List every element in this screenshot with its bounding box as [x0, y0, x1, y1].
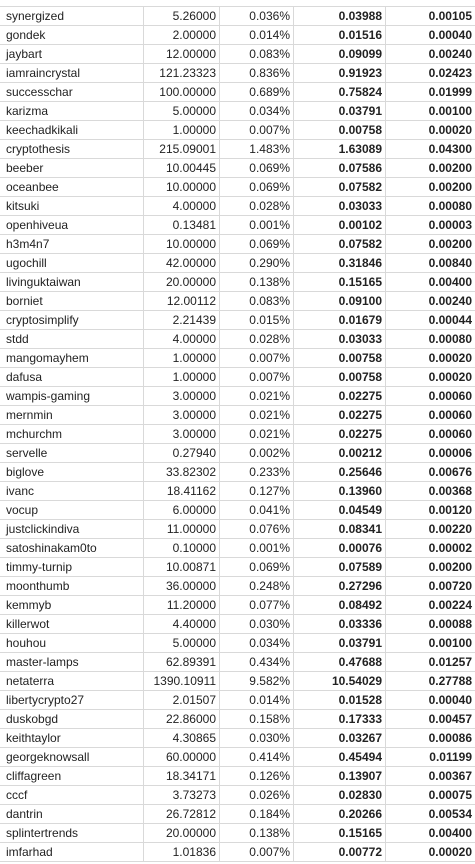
payout-b-cell[interactable]: 0.00367	[428, 769, 472, 783]
table-row	[0, 102, 475, 121]
share-percent-cell[interactable]: 0.007%	[220, 121, 294, 139]
account-name-cell[interactable]: openhiveua	[0, 216, 144, 234]
share-percent-cell[interactable]: 0.836%	[220, 64, 294, 82]
share-percent-cell[interactable]: 0.021%	[220, 425, 294, 443]
table-row	[0, 26, 475, 45]
share-percent-cell[interactable]: 0.069%	[220, 159, 294, 177]
amount-cell[interactable]: 3.73273	[144, 786, 220, 804]
payout-a-cell[interactable]: 0.03791	[294, 634, 386, 652]
payout-a-cell[interactable]: 0.07589	[294, 558, 386, 576]
payout-a-cell[interactable]: 0.01528	[294, 691, 386, 709]
share-percent-cell[interactable]: 0.434%	[220, 653, 294, 671]
payout-a-cell[interactable]: 0.00758	[294, 349, 386, 367]
amount-cell[interactable]: 5.00000	[144, 634, 220, 652]
share-percent-cell[interactable]: 0.014%	[220, 26, 294, 44]
share-percent-cell[interactable]: 0.069%	[220, 558, 294, 576]
payout-a-cell[interactable]: 0.45494	[294, 748, 386, 766]
table-row	[0, 273, 475, 292]
amount-cell[interactable]: 1.00000	[144, 349, 220, 367]
payout-a-cell[interactable]: 0.09099	[294, 45, 386, 63]
payout-b-cell[interactable]: 0.00534	[428, 807, 472, 821]
share-percent-cell[interactable]: 0.030%	[220, 729, 294, 747]
share-percent-cell[interactable]: 0.069%	[220, 235, 294, 253]
payout-a-cell[interactable]: 0.31846	[294, 254, 386, 272]
amount-cell[interactable]: 5.26000	[144, 7, 220, 25]
payout-a-cell[interactable]: 0.03033	[294, 330, 386, 348]
payout-a-cell[interactable]: 0.02275	[294, 425, 386, 443]
account-name-cell[interactable]: ugochill	[0, 254, 144, 272]
payout-b-cell[interactable]: 0.00060	[428, 427, 472, 441]
table-row	[0, 197, 475, 216]
share-percent-cell[interactable]: 0.001%	[220, 539, 294, 557]
share-percent-cell[interactable]: 1.483%	[220, 140, 294, 158]
account-name-cell[interactable]: vocup	[0, 501, 144, 519]
payout-b-cell[interactable]: 0.00200	[428, 237, 472, 251]
amount-cell[interactable]: 0.27940	[144, 444, 220, 462]
amount-cell[interactable]: 1390.10911	[144, 672, 220, 690]
payout-a-cell[interactable]: 0.13960	[294, 482, 386, 500]
payout-a-cell[interactable]: 0.03033	[294, 197, 386, 215]
payout-a-cell[interactable]: 0.25646	[294, 463, 386, 481]
payout-a-cell[interactable]: 0.09100	[294, 292, 386, 310]
account-name-cell[interactable]: imfarhad	[0, 843, 144, 861]
payout-a-cell[interactable]: 0.01516	[294, 26, 386, 44]
table-row	[0, 463, 475, 482]
share-percent-cell[interactable]: 0.015%	[220, 311, 294, 329]
account-name-cell[interactable]: biglove	[0, 463, 144, 481]
payout-b-cell[interactable]: 0.01999	[428, 85, 472, 99]
payout-b-cell[interactable]: 0.00220	[428, 522, 472, 536]
share-percent-cell[interactable]: 0.028%	[220, 330, 294, 348]
payout-b-cell[interactable]: 0.00457	[428, 712, 472, 726]
payout-b-cell[interactable]: 0.00120	[428, 503, 472, 517]
account-name-cell[interactable]: ivanc	[0, 482, 144, 500]
table-row	[0, 216, 475, 235]
table-row	[0, 786, 475, 805]
payout-b-cell[interactable]: 0.00080	[428, 332, 472, 346]
share-percent-cell[interactable]: 0.014%	[220, 691, 294, 709]
share-percent-cell[interactable]: 0.036%	[220, 7, 294, 25]
account-name-cell[interactable]: kemmyb	[0, 596, 144, 614]
payout-b-cell[interactable]: 0.00400	[428, 826, 472, 840]
amount-cell[interactable]: 12.00112	[144, 292, 220, 310]
payout-a-cell[interactable]: 0.20266	[294, 805, 386, 823]
payout-b-cell[interactable]: 0.00840	[428, 256, 472, 270]
payout-a-cell[interactable]: 0.00102	[294, 216, 386, 234]
payout-a-cell[interactable]: 0.00212	[294, 444, 386, 462]
table-row	[0, 501, 475, 520]
share-percent-cell[interactable]: 9.582%	[220, 672, 294, 690]
account-name-cell[interactable]: borniet	[0, 292, 144, 310]
amount-cell[interactable]: 36.00000	[144, 577, 220, 595]
payout-b-cell[interactable]: 0.00060	[428, 408, 472, 422]
table-row	[0, 7, 475, 26]
payout-b-cell[interactable]: 0.00100	[428, 636, 472, 650]
table-row	[0, 596, 475, 615]
account-name-cell[interactable]: cccf	[0, 786, 144, 804]
share-percent-cell[interactable]: 0.069%	[220, 178, 294, 196]
amount-cell[interactable]: 2.01507	[144, 691, 220, 709]
amount-cell[interactable]: 3.00000	[144, 387, 220, 405]
account-name-cell[interactable]: cryptosimplify	[0, 311, 144, 329]
account-name-cell[interactable]: mernmin	[0, 406, 144, 424]
account-name-cell[interactable]: keithtaylor	[0, 729, 144, 747]
amount-cell[interactable]: 0.10000	[144, 539, 220, 557]
share-percent-cell[interactable]: 0.184%	[220, 805, 294, 823]
account-name-cell[interactable]: netaterra	[0, 672, 144, 690]
table-row	[0, 805, 475, 824]
account-name-cell[interactable]: dafusa	[0, 368, 144, 386]
share-percent-cell[interactable]: 0.030%	[220, 615, 294, 633]
amount-cell[interactable]: 10.00871	[144, 558, 220, 576]
payout-b-cell[interactable]: 0.00200	[428, 560, 472, 574]
account-name-cell[interactable]: cryptothesis	[0, 140, 144, 158]
share-percent-cell[interactable]: 0.290%	[220, 254, 294, 272]
amount-cell[interactable]: 20.00000	[144, 824, 220, 842]
share-percent-cell[interactable]: 0.689%	[220, 83, 294, 101]
payout-b-cell[interactable]: 0.00368	[428, 484, 472, 498]
share-percent-cell[interactable]: 0.034%	[220, 634, 294, 652]
payout-a-cell[interactable]: 0.02275	[294, 387, 386, 405]
table-row	[0, 824, 475, 843]
payout-b-cell[interactable]: 0.00040	[428, 28, 472, 42]
payout-a-cell[interactable]: 1.63089	[294, 140, 386, 158]
payout-b-cell[interactable]: 0.00060	[428, 389, 472, 403]
payout-a-cell[interactable]: 0.02830	[294, 786, 386, 804]
amount-cell[interactable]: 121.23323	[144, 64, 220, 82]
share-percent-cell[interactable]: 0.001%	[220, 216, 294, 234]
account-name-cell[interactable]: mchurchm	[0, 425, 144, 443]
share-percent-cell[interactable]: 0.083%	[220, 292, 294, 310]
account-name-cell[interactable]: cliffagreen	[0, 767, 144, 785]
share-percent-cell[interactable]: 0.076%	[220, 520, 294, 538]
amount-cell[interactable]: 215.09001	[144, 140, 220, 158]
account-name-cell[interactable]: justclickindiva	[0, 520, 144, 538]
payout-a-cell[interactable]: 0.01679	[294, 311, 386, 329]
amount-cell[interactable]: 10.00000	[144, 235, 220, 253]
amount-cell[interactable]: 33.82302	[144, 463, 220, 481]
payout-b-cell[interactable]: 0.00720	[428, 579, 472, 593]
table-row	[0, 767, 475, 786]
amount-cell[interactable]: 18.41162	[144, 482, 220, 500]
amount-cell[interactable]: 4.40000	[144, 615, 220, 633]
amount-cell[interactable]: 6.00000	[144, 501, 220, 519]
amount-cell[interactable]: 26.72812	[144, 805, 220, 823]
account-name-cell[interactable]: wampis-gaming	[0, 387, 144, 405]
payout-a-cell[interactable]: 0.08341	[294, 520, 386, 538]
table-row	[0, 159, 475, 178]
table-row	[0, 520, 475, 539]
share-percent-cell[interactable]: 0.233%	[220, 463, 294, 481]
payout-b-cell[interactable]: 0.00240	[428, 47, 472, 61]
payout-a-cell[interactable]: 0.08492	[294, 596, 386, 614]
amount-cell[interactable]: 62.89391	[144, 653, 220, 671]
amount-cell[interactable]: 2.00000	[144, 26, 220, 44]
table-row	[0, 349, 475, 368]
account-name-cell[interactable]: keechadkikali	[0, 121, 144, 139]
share-percent-cell[interactable]: 0.028%	[220, 197, 294, 215]
account-name-cell[interactable]: h3m4n7	[0, 235, 144, 253]
payout-b-cell[interactable]: 0.00075	[428, 788, 472, 802]
payout-b-cell[interactable]: 0.00020	[428, 370, 472, 384]
amount-cell[interactable]: 20.00000	[144, 273, 220, 291]
account-name-cell[interactable]: successchar	[0, 83, 144, 101]
account-name-cell[interactable]: killerwot	[0, 615, 144, 633]
table-row	[0, 292, 475, 311]
account-name-cell[interactable]: kitsuki	[0, 197, 144, 215]
amount-cell[interactable]: 11.00000	[144, 520, 220, 538]
payout-b-cell[interactable]: 0.00088	[428, 617, 472, 631]
amount-cell[interactable]: 3.00000	[144, 406, 220, 424]
table-row	[0, 691, 475, 710]
table-row	[0, 558, 475, 577]
payout-b-cell[interactable]: 0.00040	[428, 693, 472, 707]
account-name-cell[interactable]: dantrin	[0, 805, 144, 823]
share-percent-cell[interactable]: 0.007%	[220, 368, 294, 386]
account-name-cell[interactable]: servelle	[0, 444, 144, 462]
share-percent-cell[interactable]: 0.158%	[220, 710, 294, 728]
share-percent-cell[interactable]: 0.007%	[220, 349, 294, 367]
amount-cell[interactable]: 1.01836	[144, 843, 220, 861]
amount-cell[interactable]: 4.00000	[144, 330, 220, 348]
share-percent-cell[interactable]: 0.138%	[220, 824, 294, 842]
table-row	[0, 83, 475, 102]
payout-a-cell[interactable]: 0.00758	[294, 121, 386, 139]
payout-a-cell[interactable]: 0.27296	[294, 577, 386, 595]
table-row	[0, 311, 475, 330]
spreadsheet-grid	[0, 7, 475, 862]
table-row	[0, 235, 475, 254]
table-row	[0, 387, 475, 406]
payout-b-cell[interactable]: 0.02423	[428, 66, 472, 80]
payout-a-cell[interactable]: 0.04549	[294, 501, 386, 519]
payout-a-cell[interactable]: 0.15165	[294, 273, 386, 291]
amount-cell[interactable]: 1.00000	[144, 121, 220, 139]
table-row	[0, 729, 475, 748]
payout-b-cell[interactable]: 0.00240	[428, 294, 472, 308]
amount-cell[interactable]: 22.86000	[144, 710, 220, 728]
payout-a-cell[interactable]: 10.54029	[294, 672, 386, 690]
amount-cell[interactable]: 1.00000	[144, 368, 220, 386]
payout-b-cell[interactable]: 0.00676	[428, 465, 472, 479]
share-percent-cell[interactable]: 0.021%	[220, 387, 294, 405]
payout-b-cell[interactable]: 0.01199	[429, 750, 472, 764]
share-percent-cell[interactable]: 0.126%	[220, 767, 294, 785]
table-row	[0, 64, 475, 83]
payout-b-cell[interactable]: 0.00100	[428, 104, 472, 118]
payout-b-cell[interactable]: 0.00200	[428, 161, 472, 175]
table-row	[0, 368, 475, 387]
account-name-cell[interactable]: oceanbee	[0, 178, 144, 196]
account-name-cell[interactable]: iamraincrystal	[0, 64, 144, 82]
amount-cell[interactable]: 60.00000	[144, 748, 220, 766]
payout-a-cell[interactable]: 0.07586	[294, 159, 386, 177]
payout-b-cell[interactable]: 0.00003	[428, 218, 472, 232]
amount-cell[interactable]: 18.34171	[144, 767, 220, 785]
amount-cell[interactable]: 2.21439	[144, 311, 220, 329]
table-row	[0, 178, 475, 197]
payout-a-cell[interactable]: 0.15165	[294, 824, 386, 842]
share-percent-cell[interactable]: 0.034%	[220, 102, 294, 120]
account-name-cell[interactable]: synergized	[0, 7, 144, 25]
share-percent-cell[interactable]: 0.083%	[220, 45, 294, 63]
table-row	[0, 121, 475, 140]
amount-cell[interactable]: 3.00000	[144, 425, 220, 443]
payout-a-cell[interactable]: 0.91923	[294, 64, 386, 82]
amount-cell[interactable]: 12.00000	[144, 45, 220, 63]
payout-a-cell[interactable]: 0.02275	[294, 406, 386, 424]
table-row	[0, 653, 475, 672]
amount-cell[interactable]: 5.00000	[144, 102, 220, 120]
table-row	[0, 330, 475, 349]
payout-a-cell[interactable]: 0.00076	[294, 539, 386, 557]
payout-b-cell[interactable]: 0.00044	[428, 313, 472, 327]
payout-a-cell[interactable]: 0.07582	[294, 178, 386, 196]
account-name-cell[interactable]: splintertrends	[0, 824, 144, 842]
share-percent-cell[interactable]: 0.041%	[220, 501, 294, 519]
payout-a-cell[interactable]: 0.07582	[294, 235, 386, 253]
share-percent-cell[interactable]: 0.077%	[220, 596, 294, 614]
account-name-cell[interactable]: gondek	[0, 26, 144, 44]
payout-a-cell[interactable]: 0.17333	[294, 710, 386, 728]
payout-b-cell[interactable]: 0.00400	[428, 275, 472, 289]
table-row	[0, 140, 475, 159]
account-name-cell[interactable]: livinguktaiwan	[0, 273, 144, 291]
payout-b-cell[interactable]: 0.00105	[428, 9, 472, 23]
share-percent-cell[interactable]: 0.002%	[220, 444, 294, 462]
table-row	[0, 254, 475, 273]
amount-cell[interactable]: 0.13481	[144, 216, 220, 234]
payout-b-cell[interactable]: 0.00002	[428, 541, 472, 555]
amount-cell[interactable]: 10.00000	[144, 178, 220, 196]
table-row	[0, 406, 475, 425]
amount-cell[interactable]: 11.20000	[144, 596, 220, 614]
amount-cell[interactable]: 100.00000	[144, 83, 220, 101]
share-percent-cell[interactable]: 0.127%	[220, 482, 294, 500]
payout-b-cell[interactable]: 0.04300	[428, 142, 472, 156]
account-name-cell[interactable]: libertycrypto27	[0, 691, 144, 709]
account-name-cell[interactable]: timmy-turnip	[0, 558, 144, 576]
table-row	[0, 615, 475, 634]
table-row	[0, 710, 475, 729]
table-row	[0, 843, 475, 862]
payout-a-cell[interactable]: 0.47688	[294, 653, 386, 671]
payout-a-cell[interactable]: 0.03267	[294, 729, 386, 747]
account-name-cell[interactable]: duskobgd	[0, 710, 144, 728]
payout-b-cell[interactable]: 0.01257	[428, 655, 472, 669]
table-row	[0, 577, 475, 596]
account-name-cell[interactable]: moonthumb	[0, 577, 144, 595]
amount-cell[interactable]: 4.30865	[144, 729, 220, 747]
payout-a-cell[interactable]: 0.03336	[294, 615, 386, 633]
table-row	[0, 539, 475, 558]
payout-b-cell[interactable]: 0.00020	[428, 845, 472, 859]
account-name-cell[interactable]: georgeknowsall	[0, 748, 144, 766]
table-row	[0, 444, 475, 463]
account-name-cell[interactable]: jaybart	[0, 45, 144, 63]
payout-b-cell[interactable]: 0.00020	[428, 351, 472, 365]
account-name-cell[interactable]: master-lamps	[0, 653, 144, 671]
account-name-cell[interactable]: houhou	[0, 634, 144, 652]
payout-b-cell[interactable]: 0.27788	[428, 674, 472, 688]
account-name-cell[interactable]: stdd	[0, 330, 144, 348]
account-name-cell[interactable]: beeber	[0, 159, 144, 177]
share-percent-cell[interactable]: 0.026%	[220, 786, 294, 804]
payout-b-cell[interactable]: 0.00006	[428, 446, 472, 460]
payout-b-cell[interactable]: 0.00020	[428, 123, 472, 137]
payout-a-cell[interactable]: 0.00772	[294, 843, 386, 861]
payout-b-cell[interactable]: 0.00224	[428, 598, 472, 612]
amount-cell[interactable]: 42.00000	[144, 254, 220, 272]
payout-b-cell[interactable]: 0.00080	[428, 199, 472, 213]
payout-b-cell[interactable]: 0.00200	[428, 180, 472, 194]
account-name-cell[interactable]: satoshinakam0to	[0, 539, 144, 557]
payout-b-cell[interactable]: 0.00086	[428, 731, 472, 745]
table-row	[0, 45, 475, 64]
account-name-cell[interactable]: mangomayhem	[0, 349, 144, 367]
table-row	[0, 634, 475, 653]
table-row	[0, 482, 475, 501]
share-percent-cell[interactable]: 0.138%	[220, 273, 294, 291]
share-percent-cell[interactable]: 0.414%	[220, 748, 294, 766]
amount-cell[interactable]: 4.00000	[144, 197, 220, 215]
table-row	[0, 748, 475, 767]
payout-a-cell[interactable]: 0.03988	[294, 7, 386, 25]
payout-a-cell[interactable]: 0.03791	[294, 102, 386, 120]
table-row	[0, 425, 475, 444]
payout-a-cell[interactable]: 0.13907	[294, 767, 386, 785]
payout-a-cell[interactable]: 0.75824	[294, 83, 386, 101]
share-percent-cell[interactable]: 0.007%	[220, 843, 294, 861]
payout-a-cell[interactable]: 0.00758	[294, 368, 386, 386]
table-row	[0, 672, 475, 691]
share-percent-cell[interactable]: 0.248%	[220, 577, 294, 595]
amount-cell[interactable]: 10.00445	[144, 159, 220, 177]
share-percent-cell[interactable]: 0.021%	[220, 406, 294, 424]
account-name-cell[interactable]: karizma	[0, 102, 144, 120]
